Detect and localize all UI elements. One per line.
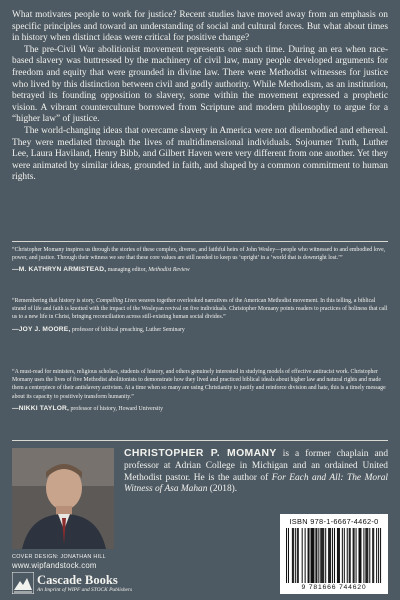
divider <box>12 241 388 242</box>
endorsement-3 <box>12 368 388 413</box>
bio-text: (2018). <box>209 484 238 495</box>
cover-design-credit: COVER DESIGN: JONATHAN HILL <box>12 554 106 560</box>
barcode-bar <box>350 528 351 583</box>
endorsement-quote: “A must-read for ministers, religious scholars, students of history, and others genuinely interested in studying models of effective antiracist work. Christopher Momany uses the lives of five Methodist abolitionists to demonstrate how they lived and practiced biblical ideals about higher law and natural rights and made them a centerpiece of their antislavery activism. At a time when so many are using Christianity to justify and reinforce division and hate, this is a timely message about its capacity to positively transform humanity.” <box>12 369 386 400</box>
endorsement-quote <box>12 297 388 322</box>
author-portrait-image <box>12 448 114 549</box>
barcode-bar <box>316 528 317 583</box>
barcode-bar <box>309 528 310 583</box>
isbn-number: ISBN 978-1-6667-4462-0 <box>289 517 379 526</box>
endorsement-attribution <box>12 266 388 274</box>
barcode-bar <box>315 528 316 583</box>
quote-text: “Remembering that history is story, <box>12 298 95 304</box>
barcode-bar <box>321 528 322 583</box>
bio-text: is a former chaplain and professor at Adrian College in Michigan and an ordained United Methodist pastor. He is the author of <box>124 449 389 483</box>
barcode-bar <box>378 528 379 583</box>
barcode-bar <box>329 528 330 583</box>
endorsement-2 <box>12 297 388 334</box>
endorser-name: —JOY J. MOORE, <box>12 325 71 333</box>
endorser-title: managing editor, <box>107 267 147 274</box>
barcode-bar <box>288 528 289 583</box>
barcode-bar <box>322 528 323 583</box>
author-photo <box>12 448 114 549</box>
barcode-bar <box>373 528 374 583</box>
quote-text: weaves together overlooked narratives of the American Methodist movement. In this telling, a biblical strand of life and faith is knotted with the impact of the Wesleyan revival on five individuals. Christopher Momany points readers to practices of holiness that call us to a new life in Christ, bringing reconciliation across still-existing human social divides.” <box>12 298 388 321</box>
barcode-bar <box>380 528 381 583</box>
publisher-imprint: An Imprint of WIPF and STOCK Publishers <box>37 586 133 593</box>
barcode-bar <box>367 528 368 583</box>
barcode-bar <box>295 528 296 583</box>
barcode-bar <box>354 528 355 583</box>
quote-book-title: Compelling Lives <box>96 298 137 304</box>
barcode-bar <box>330 528 331 583</box>
publisher-logo <box>12 570 133 596</box>
endorser-title: professor of biblical preaching, Luther Seminary <box>71 326 185 333</box>
author-name: CHRISTOPHER P. MOMANY <box>124 448 277 459</box>
barcode-bar <box>376 528 377 583</box>
barcode-bar <box>366 528 367 583</box>
barcode-bar <box>349 528 350 583</box>
barcode-bar <box>365 528 366 583</box>
endorsement-quote: “Christopher Momany inspires us through the stories of these complex, diverse, and faithful heirs of John Wesley—people who witnessed to and embodied love, power, and justice. Through their witness we see that these core values are still needed to keep us ‘upright’ in a ‘world that is downright lost.’” <box>12 247 386 262</box>
barcode-bar <box>369 528 370 583</box>
endorser-publication: Methodist Review <box>148 267 190 274</box>
publisher-name: Cascade Books <box>37 572 118 587</box>
barcode-bar <box>347 528 348 583</box>
endorser-name: —M. KATHRYN ARMISTEAD, <box>12 266 107 274</box>
barcode-bar <box>323 528 324 583</box>
barcode-bar <box>363 528 364 583</box>
barcode-digits: 9 781666 744620 <box>301 584 367 591</box>
barcode <box>280 514 388 594</box>
endorsement-1 <box>12 246 388 275</box>
barcode-bar <box>305 528 306 583</box>
author-bio <box>124 448 388 496</box>
barcode-bar <box>292 528 293 583</box>
barcode-bar <box>338 528 339 583</box>
barcode-bar <box>320 528 321 583</box>
barcode-bar <box>325 528 326 583</box>
barcode-bars <box>280 514 388 594</box>
barcode-bar <box>372 528 373 583</box>
endorser-title: professor of history, Howard University <box>70 405 164 412</box>
barcode-bar <box>360 528 361 583</box>
barcode-bar <box>308 528 309 583</box>
barcode-bar <box>328 528 329 583</box>
description-text <box>12 10 388 184</box>
description-paragraph-1: What motivates people to work for justice? Recent studies have moved away from an emphasis on specific principles and toward an understanding of social and cultural forces. But what about times in history when distinct ideas were critical for positive change? <box>12 10 388 44</box>
barcode-bar <box>337 528 338 583</box>
barcode-bar <box>359 528 360 583</box>
barcode-bar <box>342 528 343 583</box>
barcode-bar <box>339 528 340 583</box>
barcode-bar <box>313 528 314 583</box>
barcode-bar <box>318 528 319 583</box>
barcode-bar <box>298 528 299 583</box>
barcode-bar <box>334 528 335 583</box>
description-paragraph-3: The world-changing ideas that overcame slavery in America were not disembodied and ethereal. They were mediated through the lives of multidimensional individuals. Sojourner Truth, Luther Lee, Laura Haviland, Henry Bibb, and Gilbert Haven were very different from one another. Yet they were animated by similar ideas, grounded in faith, and shaped by a common commitment to human rights. <box>12 125 388 183</box>
endorser-name: —NIKKI TAYLOR, <box>12 404 70 412</box>
barcode-bar <box>302 528 303 583</box>
barcode-bar <box>311 528 312 583</box>
barcode-bar <box>353 528 354 583</box>
barcode-bar <box>344 528 345 583</box>
endorsement-attribution <box>12 405 388 413</box>
divider <box>12 440 388 441</box>
barcode-bar <box>312 528 313 583</box>
publisher-website[interactable]: www.wipfandstock.com <box>12 561 97 570</box>
barcode-bar <box>286 528 287 583</box>
barcode-bar <box>293 528 294 583</box>
cascade-books-mountain-icon <box>12 572 34 594</box>
barcode-bar <box>358 528 359 583</box>
bio-book-title: For Each and All: The Moral Witness of Asa Mahan <box>124 472 389 495</box>
barcode-bar <box>356 528 357 583</box>
endorsement-attribution <box>12 326 388 334</box>
barcode-bar <box>297 528 298 583</box>
barcode-bar <box>332 528 333 583</box>
barcode-bar <box>310 528 311 583</box>
description-paragraph-2: The pre-Civil War abolitionist movement represents one such time. During an era when race-based slavery was buttressed by the machinery of civil law, many people developed arguments for freedom and equity that were grounded in divine law. There were Methodist witnesses for justice who lived by this distinction between civil and godly authority. While Methodism, as an institution, betrayed its founding opposition to slavery, some within the movement expressed a prophetic vision. A vibrant counterculture borrowed from Scripture and modern philosophy to argue for a “higher law” of justice. <box>12 44 388 125</box>
